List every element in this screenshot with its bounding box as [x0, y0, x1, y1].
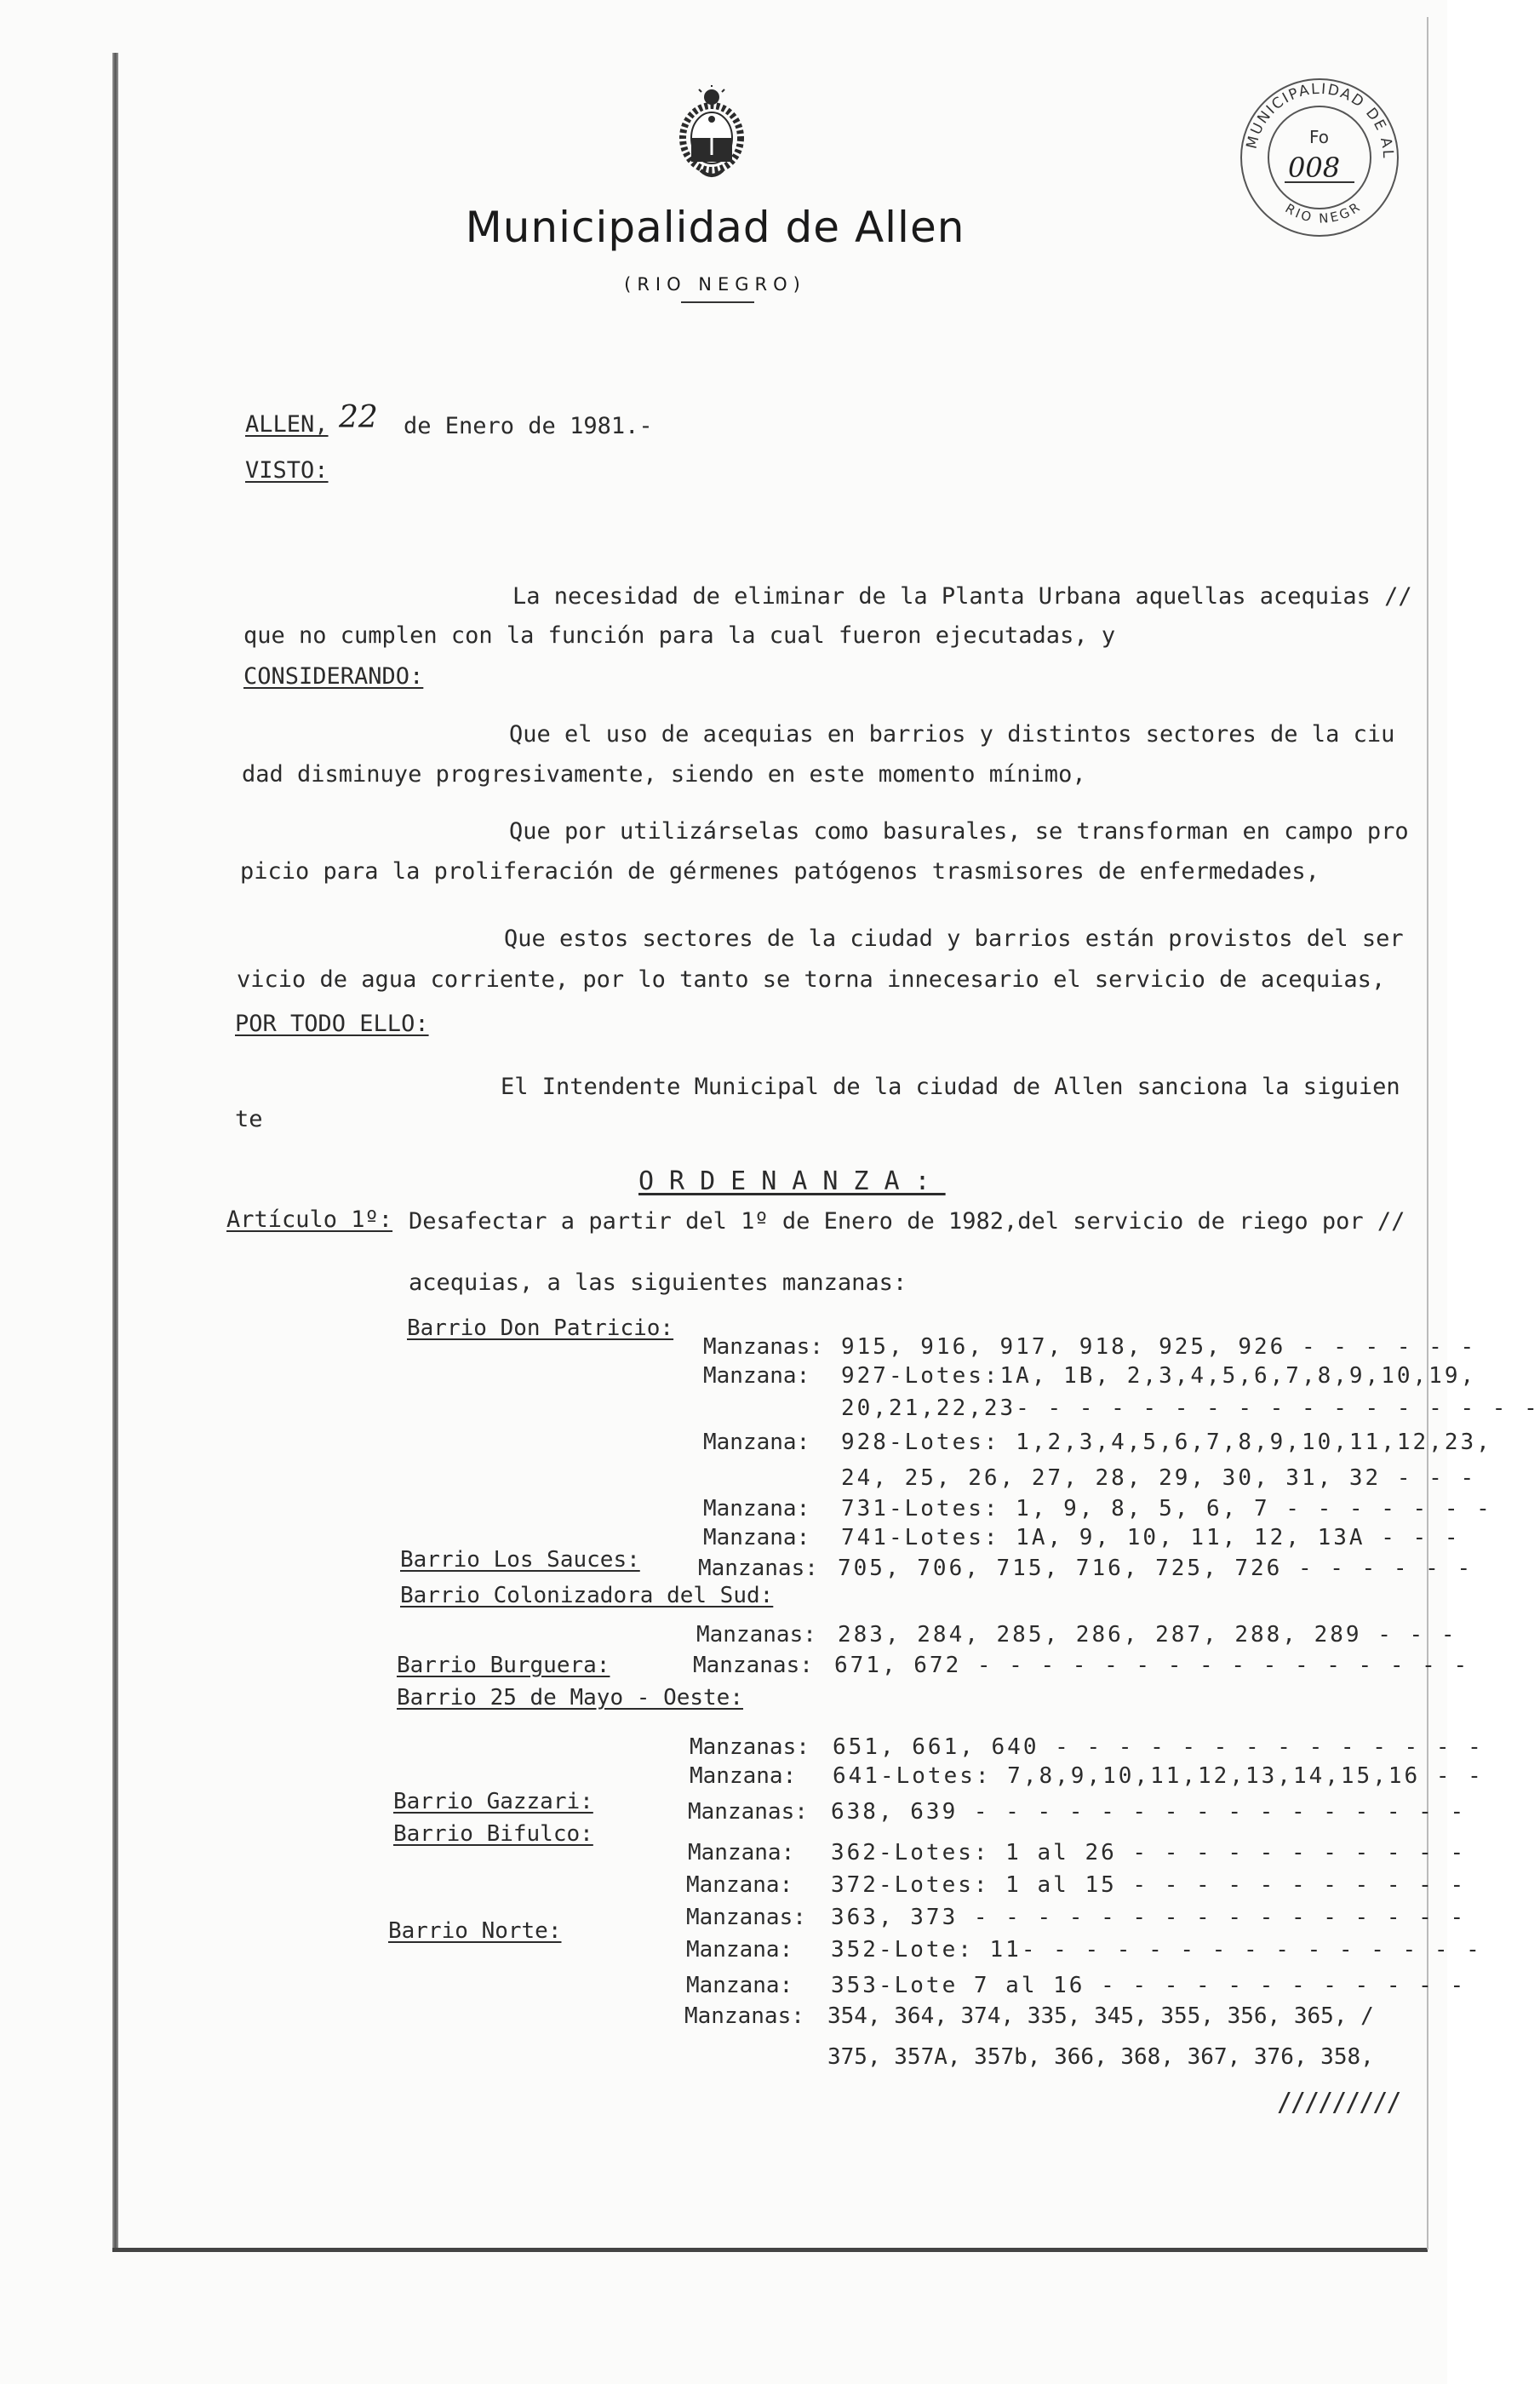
coat-of-arms-icon [677, 85, 747, 186]
manzana-value: 638, 639 - - - - - - - - - - - - - - - - [831, 1799, 1467, 1825]
paragraph-line: Que el uso de acequias en barrios y distintos sectores de la ciu [509, 721, 1395, 748]
barrio-label: Barrio Don Patricio: [407, 1315, 674, 1341]
paragraph-line: picio para la proliferación de gérmenes patógenos trasmisores de enfermedades, [240, 858, 1320, 885]
subtitle-underline [681, 301, 754, 303]
paragraph-line: te [235, 1106, 263, 1132]
municipality-title: Municipalidad de Allen [465, 203, 965, 252]
heading-ordenanza: ORDENANZA: [638, 1166, 946, 1196]
heading-por-todo-ello: POR TODO ELLO: [235, 1011, 429, 1037]
manzana-label: Manzana: [688, 1840, 795, 1865]
paragraph-line: dad disminuye progresivamente, siendo en este momento mínimo, [242, 761, 1086, 788]
manzana-label: Manzanas: [684, 2003, 804, 2029]
manzana-value: 651, 661, 640 - - - - - - - - - - - - - - [833, 1734, 1484, 1760]
manzana-value: 354, 364, 374, 335, 345, 355, 356, 365, / [827, 2003, 1374, 2029]
barrio-label: Barrio Bifulco: [393, 1821, 593, 1847]
manzana-label: Manzana: [703, 1430, 810, 1455]
manzana-value: 363, 373 - - - - - - - - - - - - - - - - [831, 1905, 1467, 1930]
end-slashes: ///////// [1277, 2088, 1400, 2118]
manzana-label: Manzana: [703, 1363, 810, 1389]
stamp-folio-number: 008 [1288, 152, 1341, 184]
manzana-value: 915, 916, 917, 918, 925, 926 - - - - - - [841, 1334, 1477, 1360]
manzana-label: Manzana: [686, 1872, 793, 1898]
barrio-label: Barrio Colonizadora del Sud: [400, 1583, 774, 1608]
manzana-label: Manzanas: [690, 1734, 810, 1760]
paragraph-line: La necesidad de eliminar de la Planta Urbana aquellas acequias // [512, 583, 1412, 610]
manzana-label: Manzanas: [698, 1556, 818, 1581]
manzana-label: Manzana: [686, 1937, 793, 1963]
manzana-value: 283, 284, 285, 286, 287, 288, 289 - - - [838, 1622, 1457, 1648]
page-bottom-border [112, 2248, 1428, 2252]
barrio-label: Barrio Los Sauces: [400, 1547, 640, 1573]
manzana-label: Manzana: [703, 1496, 810, 1522]
manzana-value: 24, 25, 26, 27, 28, 29, 30, 31, 32 - - - [841, 1465, 1477, 1491]
manzana-value: 352-Lote: 11- - - - - - - - - - - - - - - [831, 1937, 1482, 1963]
barrio-label: Barrio Norte: [388, 1918, 562, 1944]
heading-considerando: CONSIDERANDO: [243, 663, 424, 690]
manzana-value: 353-Lote 7 al 16 - - - - - - - - - - - - [831, 1973, 1467, 1998]
manzana-value: 927-Lotes:1A, 1B, 2,3,4,5,6,7,8,9,10,19, [841, 1363, 1477, 1389]
manzana-label: Manzana: [703, 1525, 810, 1550]
manzana-value: 375, 357A, 357b, 366, 368, 367, 376, 358, [827, 2044, 1374, 2070]
stamp-ring-text: MUNICIPALIDAD DE AL [1243, 80, 1397, 160]
manzana-value: 372-Lotes: 1 al 15 - - - - - - - - - - - [831, 1872, 1467, 1898]
manzana-value: 928-Lotes: 1,2,3,4,5,6,7,8,9,10,11,12,23, [841, 1430, 1492, 1455]
manzana-value: 671, 672 - - - - - - - - - - - - - - - - [834, 1653, 1470, 1678]
manzana-label: Manzanas: [686, 1905, 806, 1930]
manzana-value: 20,21,22,23- - - - - - - - - - - - - - - - - [841, 1395, 1540, 1421]
paragraph-line: que no cumplen con la función para la cual fueron ejecutadas, y [243, 622, 1116, 649]
barrio-label: Barrio Gazzari: [393, 1789, 593, 1814]
manzana-label: Manzana: [690, 1763, 797, 1789]
manzana-label: Manzanas: [696, 1622, 816, 1648]
manzana-value: 362-Lotes: 1 al 26 - - - - - - - - - - - [831, 1840, 1467, 1865]
folio-stamp [1230, 68, 1409, 238]
date-day-handwritten: 22 [339, 400, 378, 435]
manzana-value: 705, 706, 715, 716, 725, 726 - - - - - - [838, 1556, 1474, 1581]
article-label: Artículo 1º: [226, 1206, 393, 1233]
date-place: ALLEN, [245, 411, 329, 438]
manzana-value: 641-Lotes: 7,8,9,10,11,12,13,14,15,16 - - [833, 1763, 1484, 1789]
paragraph-line: vicio de agua corriente, por lo tanto se torna innecesario el servicio de acequias, [237, 966, 1386, 993]
barrio-label: Barrio 25 de Mayo - Oeste: [397, 1685, 743, 1711]
article-line: acequias, a las siguientes manzanas: [409, 1269, 907, 1296]
province-subtitle: (RIO NEGRO) [624, 274, 806, 295]
manzana-label: Manzana: [686, 1973, 793, 1998]
stamp-folio-label: Fo [1309, 127, 1330, 147]
manzana-label: Manzanas: [688, 1799, 808, 1825]
manzana-value: 741-Lotes: 1A, 9, 10, 11, 12, 13A - - - [841, 1525, 1461, 1550]
manzana-label: Manzanas: [703, 1334, 823, 1360]
paragraph-line: Que por utilizárselas como basurales, se transforman en campo pro [509, 818, 1409, 845]
article-line: Desafectar a partir del 1º de Enero de 1982,del servicio de riego por // [409, 1208, 1405, 1235]
manzana-label: Manzanas: [693, 1653, 813, 1678]
date-rest: de Enero de 1981.- [404, 413, 653, 439]
barrio-label: Barrio Burguera: [397, 1653, 610, 1678]
manzana-value: 731-Lotes: 1, 9, 8, 5, 6, 7 - - - - - - - [841, 1496, 1492, 1522]
paragraph-line: Que estos sectores de la ciudad y barrios están provistos del ser [504, 926, 1404, 952]
heading-visto: VISTO: [245, 457, 329, 484]
page-left-border [112, 53, 118, 2249]
paragraph-line: El Intendente Municipal de la ciudad de Allen sanciona la siguien [501, 1074, 1400, 1100]
stamp-bottom-text: RIO NEGR [1282, 198, 1365, 226]
